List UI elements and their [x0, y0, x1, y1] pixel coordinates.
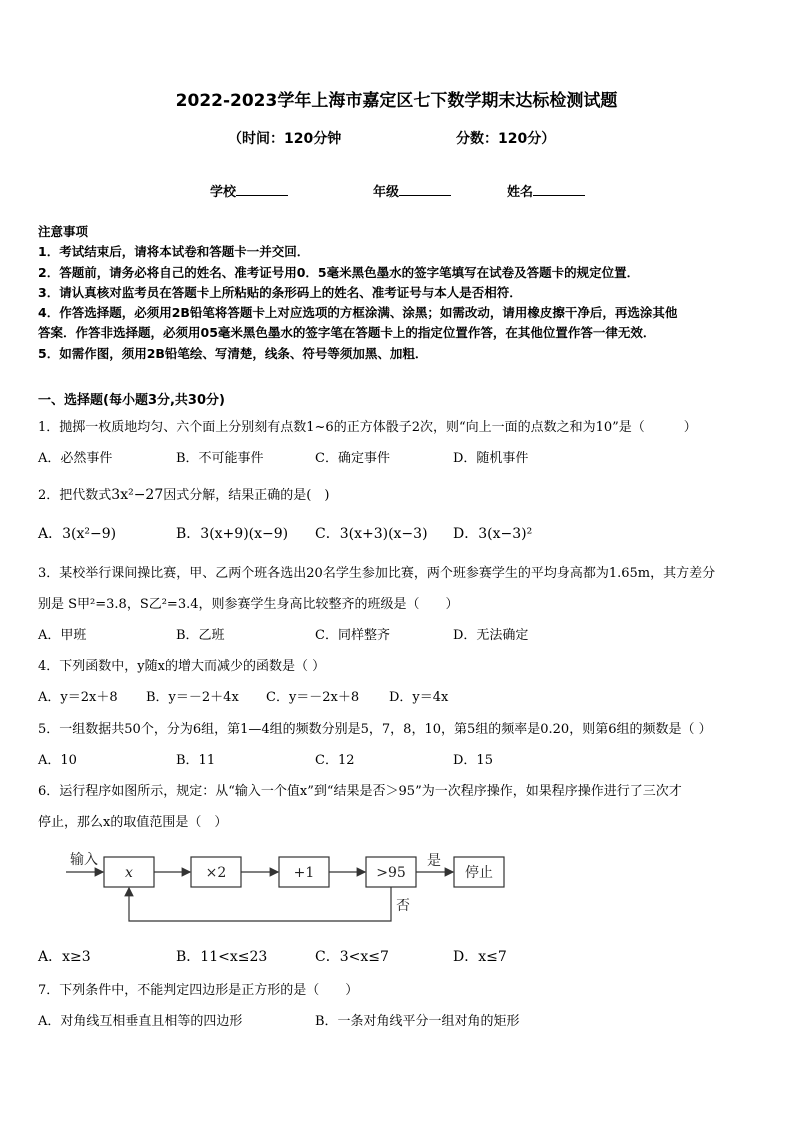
flow-loop-back: [129, 887, 391, 921]
question-2-stem: [38, 484, 329, 503]
flow-box-plus1-label: +1: [293, 865, 315, 881]
q4-option-a[interactable]: A．y＝2x＋8: [38, 690, 118, 705]
q6-option-a[interactable]: A．x≥3: [38, 949, 91, 965]
program-flowchart: [60, 848, 520, 928]
note-item: 3．请认真核对监考员在答题卡上所粘贴的条形码上的姓名、准考证号与本人是否相符．: [38, 284, 522, 300]
grade-label: 年级: [373, 185, 400, 200]
section-heading: 一、选择题(每小题3分,共30分): [38, 393, 225, 408]
q6-option-d[interactable]: D．x≤7: [453, 949, 507, 965]
q1-option-c[interactable]: C．确定事件: [315, 451, 390, 466]
notes-block: [38, 222, 758, 364]
q2-option-b[interactable]: B．3(x+9)(x−9): [176, 526, 289, 542]
flow-input-label: 输入: [70, 852, 98, 868]
question-6-line2: 停止，那么x的取值范围是（ ）: [38, 815, 228, 830]
q2-option-a[interactable]: A．3(x²−9): [38, 526, 117, 542]
q3-option-a[interactable]: A．甲班: [38, 628, 87, 643]
name-blank[interactable]: [533, 183, 585, 196]
question-3-line1: 3．某校举行课间操比赛，甲、乙两个班各选出20名学生参加比赛，两个班参赛学生的平均身高都为1.65m，其方差分: [38, 566, 716, 581]
q5-option-a[interactable]: A．10: [38, 753, 77, 768]
q6-option-c[interactable]: C．3<x≤7: [315, 949, 389, 965]
q4-option-b[interactable]: B．y＝－2＋4x: [146, 690, 239, 705]
question-4-stem: 4．下列函数中，y随x的增大而减少的函数是（ ）: [38, 659, 326, 674]
q5-option-d[interactable]: D．15: [453, 753, 493, 768]
q6-option-b[interactable]: B．11<x≤23: [176, 949, 268, 965]
q4-option-c[interactable]: C．y＝－2x＋8: [266, 690, 360, 705]
note-item: 4．作答选择题，必须用2B铅笔将答题卡上对应选项的方框涂满、涂黑；如需改动，请用橡皮擦干净后，再选涂其他: [38, 305, 678, 321]
flow-no-label: 否: [396, 898, 410, 914]
q3-option-d[interactable]: D．无法确定: [453, 628, 529, 643]
q3-option-c[interactable]: C．同样整齐: [315, 628, 390, 643]
flow-box-stop-label: 停止: [465, 865, 493, 881]
q2-stem-prefix: 2．把代数式: [38, 488, 112, 503]
q1-option-b[interactable]: B．不可能事件: [176, 451, 264, 466]
score-label: 分数：120分）: [456, 131, 556, 147]
q3-option-b[interactable]: B．乙班: [176, 628, 225, 643]
q5-option-c[interactable]: C．12: [315, 753, 355, 768]
note-item: 2．答题前，请务必将自己的姓名、准考证号用0．5毫米黑色墨水的签字笔填写在试卷及答题卡的规定位置．: [38, 264, 640, 280]
q7-option-b[interactable]: B．一条对角线平分一组对角的矩形: [315, 1014, 520, 1029]
grade-blank[interactable]: [399, 183, 451, 196]
name-label: 姓名: [507, 185, 534, 200]
question-3-line2: 别是 S甲²=3.8，S乙²=3.4，则参赛学生身高比较整齐的班级是（ ）: [38, 597, 459, 612]
question-1-stem: 1．抛掷一枚质地均匀、六个面上分别刻有点数1~6的正方体骰子2次，则“向上一面的点数之和为10”是（ ）: [38, 420, 697, 435]
flow-box-times2-label: ×2: [205, 865, 227, 881]
school-blank[interactable]: [236, 183, 288, 196]
time-label: （时间：120分钟: [228, 131, 342, 147]
q4-option-d[interactable]: D．y＝4x: [389, 690, 449, 705]
question-6-line1: 6．运行程序如图所示，规定：从“输入一个值x”到“结果是否＞95”为一次程序操作，如果程序操作进行了三次才: [38, 784, 682, 799]
q2-option-d[interactable]: D．3(x−3)²: [453, 526, 533, 542]
question-7-stem: 7．下列条件中，不能判定四边形是正方形的是（ ）: [38, 983, 359, 998]
q2-stem-suffix: 因式分解，结果正确的是( ): [163, 488, 330, 503]
question-5-stem: 5．一组数据共50个，分为6组，第1—4组的频数分别是5，7，8，10，第5组的频率是0.20，则第6组的频数是（ ）: [38, 722, 712, 737]
flow-yes-label: 是: [427, 853, 441, 869]
note-item: 答案．作答非选择题，必须用05毫米黑色墨水的签字笔在答题卡上的指定位置作答，在其他位置作答一律无效．: [38, 325, 656, 341]
note-item: 1．考试结束后，请将本试卷和答题卡一并交回．: [38, 244, 310, 260]
q2-option-c[interactable]: C．3(x+3)(x−3): [315, 526, 428, 542]
q1-option-a[interactable]: A．必然事件: [38, 451, 113, 466]
q1-option-d[interactable]: D．随机事件: [453, 451, 529, 466]
q7-option-a[interactable]: A．对角线互相垂直且相等的四边形: [38, 1014, 243, 1029]
flow-box-check-label: >95: [376, 865, 406, 881]
note-item: 5．如需作图，须用2B铅笔绘、写清楚，线条、符号等须加黑、加粗．: [38, 345, 428, 361]
school-label: 学校: [210, 185, 237, 200]
page-title: 2022-2023学年上海市嘉定区七下数学期末达标检测试题: [175, 91, 618, 111]
q5-option-b[interactable]: B．11: [176, 753, 216, 768]
flow-box-x-label: x: [125, 865, 133, 881]
notes-heading: 注意事项: [38, 224, 89, 239]
q2-expression: 3x²−27: [111, 487, 164, 503]
